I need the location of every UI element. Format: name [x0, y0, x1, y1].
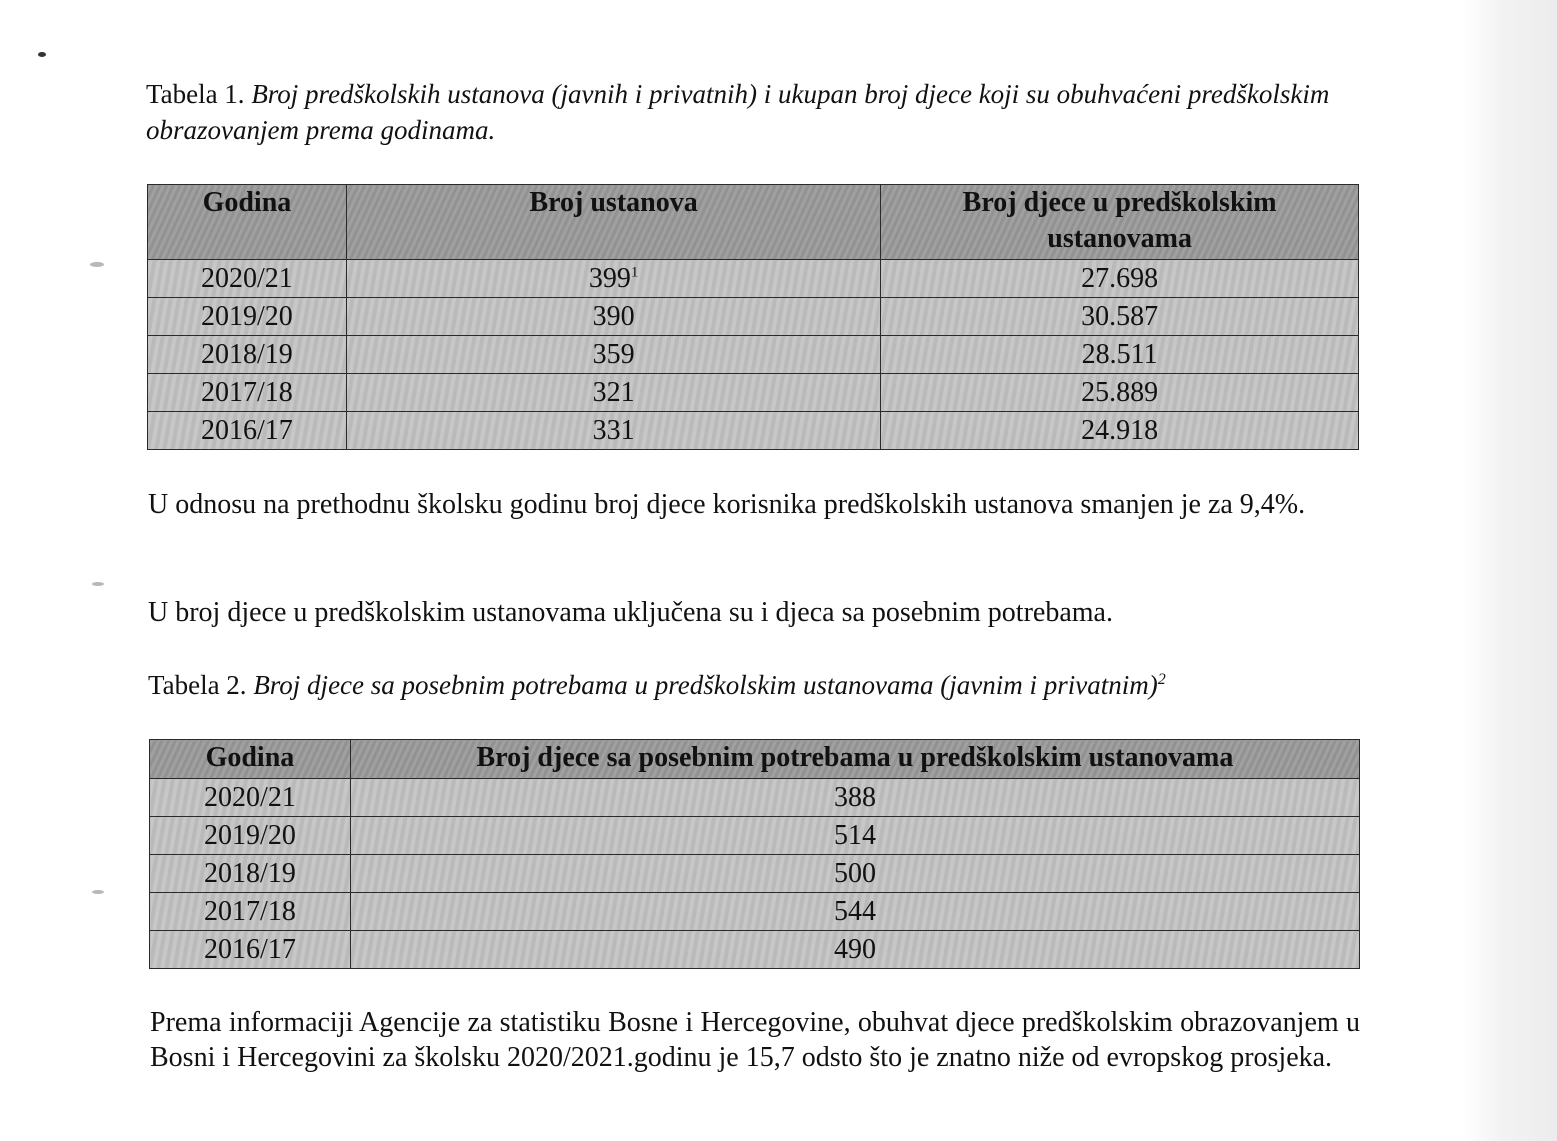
- table2: [149, 739, 1360, 969]
- table-row: [150, 817, 1360, 855]
- scan-speck: [90, 262, 104, 267]
- table2-cell-year: 2019/20: [150, 817, 351, 855]
- table2-cell-year: 2016/17: [150, 931, 351, 969]
- table1-cell-children: 28.511: [881, 336, 1359, 374]
- table1-cell-institutions: 321: [346, 374, 880, 412]
- table1-cell-institutions: 390: [346, 298, 880, 336]
- scan-speck: [38, 52, 46, 57]
- table-row: [150, 931, 1360, 969]
- table1: [147, 184, 1359, 450]
- footnote-marker: 1: [630, 264, 639, 281]
- table-row: [148, 336, 1359, 374]
- table1-header-institutions: Broj ustanova: [346, 185, 880, 260]
- table1-institutions-value: 399: [588, 262, 631, 294]
- table2-cell-children: 388: [350, 779, 1359, 817]
- scan-speck: [92, 582, 104, 586]
- scan-edge-shading: [1462, 0, 1557, 1141]
- table2-cell-children: 500: [350, 855, 1359, 893]
- footnote-marker: 2: [1157, 671, 1166, 688]
- table1-header-children: Broj djece u predškolskim ustanovama: [881, 185, 1359, 260]
- paragraph-decrease: U odnosu na prethodnu školsku godinu broj djece korisnika predškolskih ustanova smanjen je za 9,4%.: [148, 489, 1306, 520]
- table-row: [148, 374, 1359, 412]
- table1-cell-year: 2019/20: [148, 298, 347, 336]
- table2-cell-year: 2020/21: [150, 779, 351, 817]
- table2-header-children: Broj djece sa posebnim potrebama u predškolskim ustanovama: [350, 740, 1359, 779]
- table1-cell-year: 2020/21: [148, 260, 347, 298]
- table1-header-year: Godina: [148, 185, 347, 260]
- table-row: [150, 855, 1360, 893]
- paragraph-special-needs: U broj djece u predškolskim ustanovama uključena su i djeca sa posebnim potrebama.: [148, 597, 1113, 628]
- table1-cell-institutions: 359: [346, 336, 880, 374]
- table-row: [148, 260, 1359, 298]
- table2-caption-label: Tabela 2.: [148, 670, 247, 700]
- table2-cell-children: 544: [350, 893, 1359, 931]
- table-row: [150, 893, 1360, 931]
- table2-header-year: Godina: [150, 740, 351, 779]
- table2-caption: [148, 667, 1378, 703]
- table1-caption: [146, 76, 1376, 148]
- table1-caption-text: Broj predškolskih ustanova (javnih i privatnih) i ukupan broj djece koji su obuhvaćeni predškolskim obrazovanjem prema godinama.: [146, 79, 1330, 145]
- table1-cell-children: 25.889: [881, 374, 1359, 412]
- table1-header-row: [148, 185, 1359, 260]
- table1-caption-label: Tabela 1.: [146, 79, 245, 109]
- table-row: [148, 298, 1359, 336]
- table1-cell-children: 24.918: [881, 412, 1359, 450]
- scan-speck: [92, 890, 104, 894]
- table2-caption-text: Broj djece sa posebnim potrebama u predškolskim ustanovama (javnim i privatnim): [253, 670, 1158, 700]
- table1-cell-institutions: 331: [346, 412, 880, 450]
- table2-cell-year: 2017/18: [150, 893, 351, 931]
- table2-cell-year: 2018/19: [150, 855, 351, 893]
- table1-cell-year: 2018/19: [148, 336, 347, 374]
- table-row: [148, 412, 1359, 450]
- table2-cell-children: 514: [350, 817, 1359, 855]
- table1-cell-institutions: [346, 260, 880, 298]
- table2-cell-children: 490: [350, 931, 1359, 969]
- table1-cell-children: 27.698: [881, 260, 1359, 298]
- table2-header-row: [150, 740, 1360, 779]
- table1-cell-children: 30.587: [881, 298, 1359, 336]
- table1-cell-year: 2017/18: [148, 374, 347, 412]
- table1-cell-year: 2016/17: [148, 412, 347, 450]
- paragraph-agency-info: Prema informaciji Agencije za statistiku Bosne i Hercegovine, obuhvat djece predškolskim obrazovanjem u Bosni i Hercegovini za školsku 2020/2021.godinu je 15,7 odsto što je znatno niže od evropskog prosjeka.: [150, 1007, 1360, 1073]
- table-row: [150, 779, 1360, 817]
